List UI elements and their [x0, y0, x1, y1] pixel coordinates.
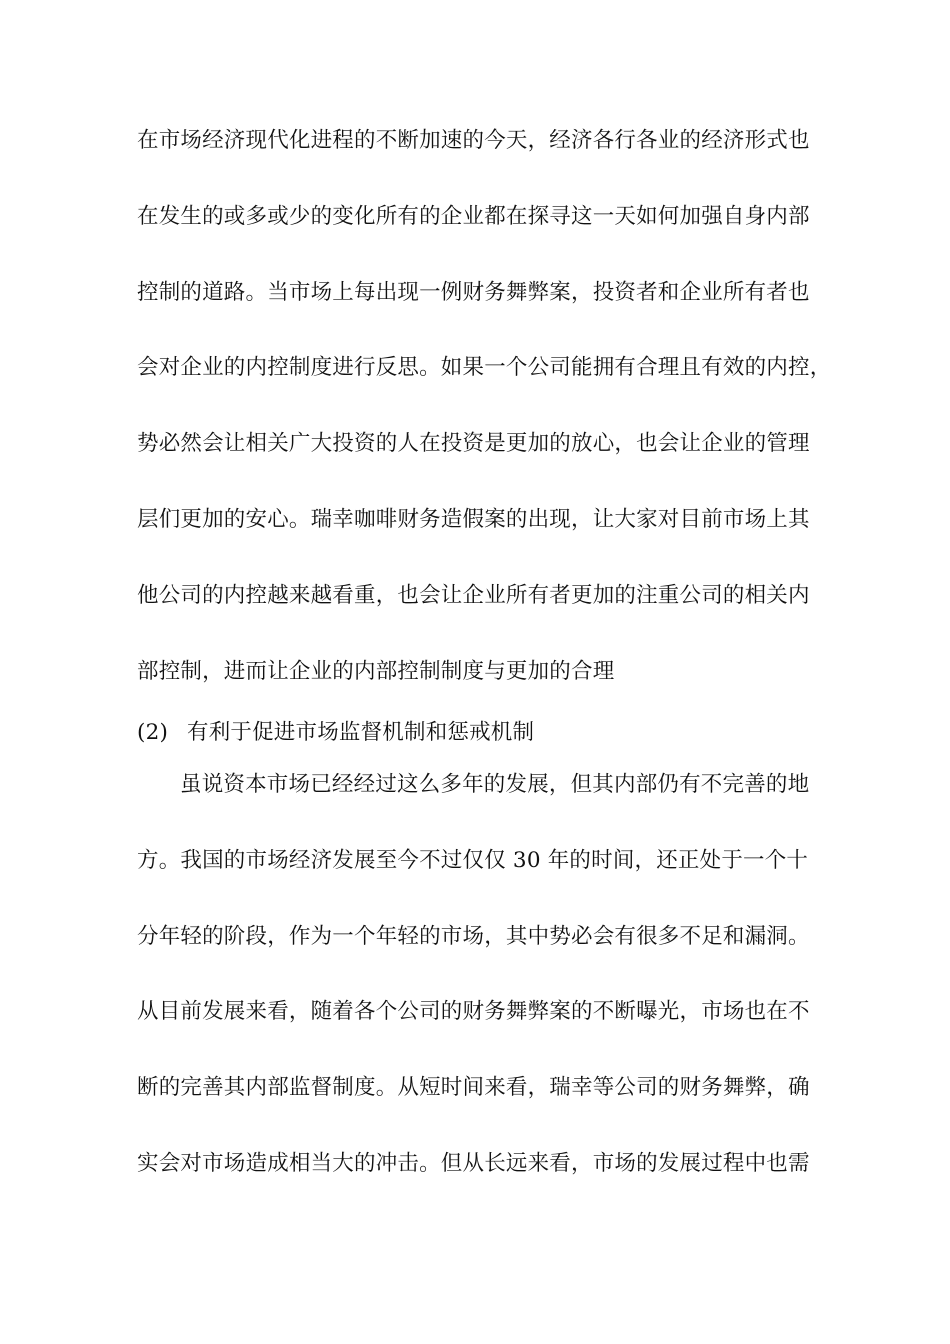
- paragraph-1-line-3: 控制的道路。当市场上每出现一例财务舞弊案，投资者和企业所有者也: [137, 280, 810, 305]
- paragraph-2-line-3: 分年轻的阶段，作为一个年轻的市场，其中势必会有很多不足和漏洞。: [137, 924, 810, 949]
- paragraph-1-line-8: 部控制，进而让企业的内部控制制度与更加的合理: [137, 659, 615, 684]
- paragraph-2-line-1: 虽说资本市场已经经过这么多年的发展，但其内部仍有不完善的地: [180, 772, 810, 797]
- paragraph-1-line-1: 在市场经济现代化进程的不断加速的今天，经济各行各业的经济形式也: [137, 128, 810, 153]
- paragraph-1-line-5: 势必然会让相关广大投资的人在投资是更加的放心，也会让企业的管理: [137, 431, 810, 456]
- paragraph-1-line-6: 层们更加的安心。瑞幸咖啡财务造假案的出现，让大家对目前市场上其: [137, 507, 810, 532]
- section-heading-number: (2): [137, 720, 169, 745]
- paragraph-1-line-4: 会对企业的内控制度进行反思。如果一个公司能拥有合理且有效的内控，: [137, 355, 832, 380]
- paragraph-2-line-4: 从目前发展来看，随着各个公司的财务舞弊案的不断曝光，市场也在不: [137, 999, 810, 1024]
- section-heading: [137, 718, 837, 748]
- paragraph-2-line-2: 方。我国的市场经济发展至今不过仅仅 30 年的时间，还正处于一个十: [137, 848, 809, 873]
- paragraph-1-line-2: 在发生的或多或少的变化所有的企业都在探寻这一天如何加强自身内部: [137, 204, 810, 229]
- paragraph-2-line-6: 实会对市场造成相当大的冲击。但从长远来看，市场的发展过程中也需: [137, 1151, 810, 1176]
- paragraph-1-line-7: 他公司的内控越来越看重，也会让企业所有者更加的注重公司的相关内: [137, 583, 810, 608]
- section-heading-title: 有利于促进市场监督机制和惩戒机制: [187, 720, 535, 745]
- paragraph-2-line-5: 断的完善其内部监督制度。从短时间来看，瑞幸等公司的财务舞弊，确: [137, 1075, 810, 1100]
